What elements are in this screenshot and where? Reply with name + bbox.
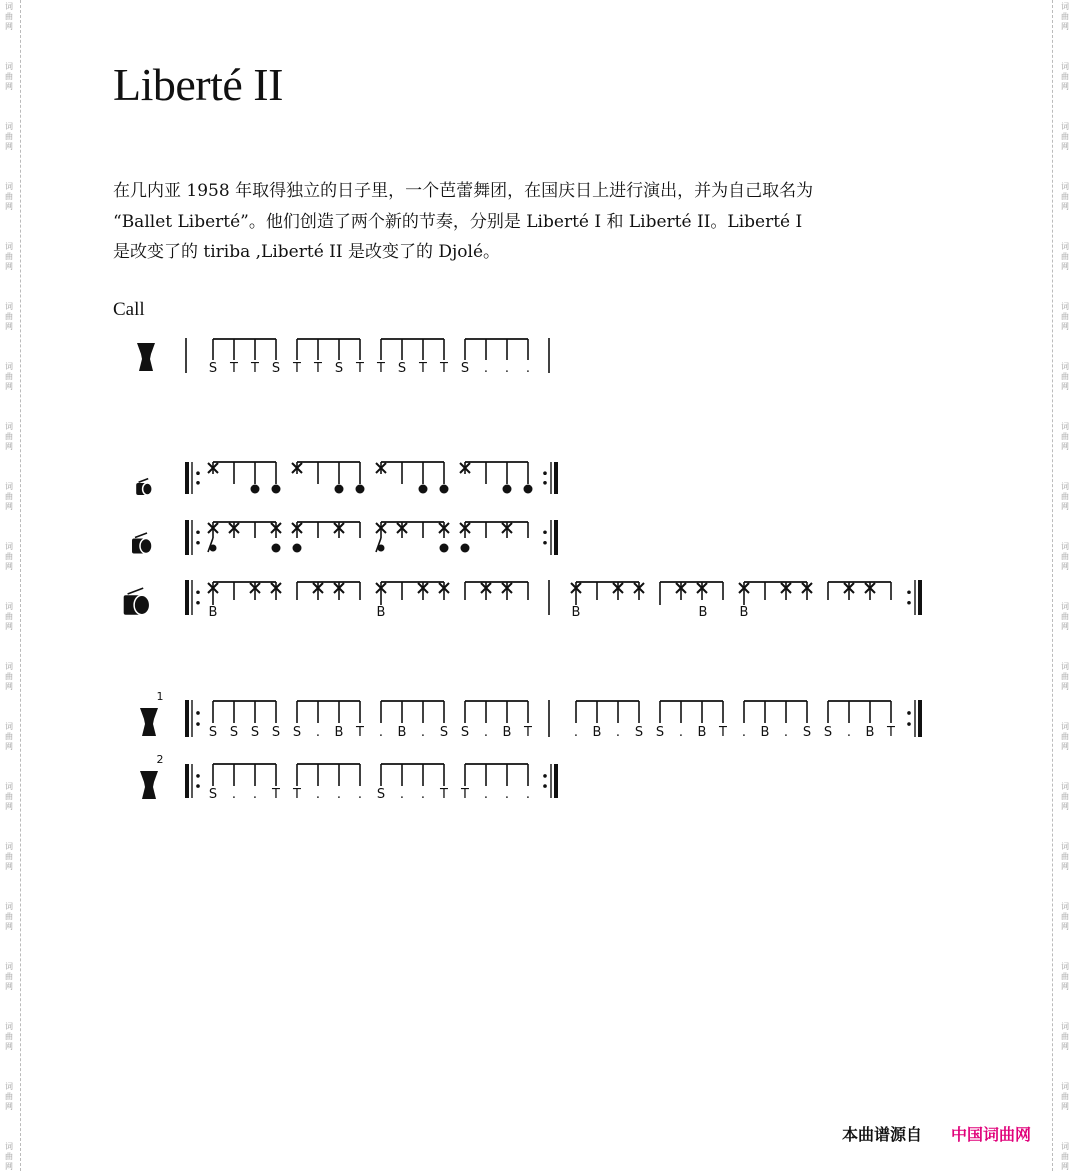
watermark-stamp: 词 曲 网: [1061, 482, 1069, 511]
djembe2-stroke: .: [315, 787, 321, 802]
repeat-dot: [196, 471, 200, 475]
call-stroke: T: [251, 361, 259, 376]
call-label: Call: [113, 299, 145, 320]
watermark-stamp: 词 曲 网: [5, 662, 13, 691]
djembe-icon: [140, 771, 158, 799]
djembe1-stroke: S: [460, 725, 470, 740]
djembe1-stroke: S: [802, 725, 812, 740]
watermark-stamp: 词 曲 网: [1061, 782, 1069, 811]
repeat-dot: [196, 722, 200, 726]
call-stroke: S: [271, 361, 281, 376]
call-stroke: T: [440, 361, 448, 376]
repeat-dot: [543, 471, 547, 475]
watermark-stamp: 词 曲 网: [1061, 602, 1069, 631]
repeat-dot: [196, 711, 200, 715]
djembe1-stroke: T: [524, 725, 532, 740]
bell-dot: [524, 485, 533, 494]
watermark-stamp: 词 曲 网: [1061, 1082, 1069, 1111]
watermark-stamp: 词 曲 网: [1061, 182, 1069, 211]
repeat-dot: [543, 784, 547, 788]
djembe1-stroke: T: [719, 725, 727, 740]
repeat-dot: [543, 530, 547, 534]
djembe1-stroke: S: [271, 725, 281, 740]
drum-b: B: [376, 605, 386, 620]
bell-dot: [272, 544, 281, 553]
watermark-stamp: 词 曲 网: [5, 902, 13, 931]
call-stroke: S: [397, 361, 407, 376]
call-stroke: S: [334, 361, 344, 376]
djembe-icon: [140, 708, 158, 736]
djembe2-stroke: .: [357, 787, 363, 802]
djembe2-stroke: .: [525, 787, 531, 802]
call-stroke: T: [230, 361, 238, 376]
repeat-dot: [196, 601, 200, 605]
bell-dot: [251, 485, 260, 494]
djembe1-stroke: .: [483, 725, 489, 740]
watermark-stamp: 词 曲 网: [5, 602, 13, 631]
djembe1-stroke: .: [615, 725, 621, 740]
bell-dot: [419, 485, 428, 494]
description-line: “Ballet Liberté”。他们创造了两个新的节奏，分别是 Liberté I 和 Liberté II。Liberté I: [113, 211, 803, 232]
watermark-stamp: 词 曲 网: [1061, 302, 1069, 331]
djembe2-stroke: T: [293, 787, 301, 802]
watermark-stamp: 词 曲 网: [1061, 2, 1069, 31]
bell-dot: [503, 485, 512, 494]
djembe2-stroke: T: [461, 787, 469, 802]
djembe2-stroke: S: [208, 787, 218, 802]
repeat-dot: [543, 481, 547, 485]
footer: [842, 1122, 922, 1145]
footer-site-name: 中国词曲网: [951, 1125, 1032, 1144]
djembe1-stroke: S: [292, 725, 302, 740]
repeat-dot: [907, 711, 911, 715]
drum-b: B: [739, 605, 749, 620]
watermark-stamp: 词 曲 网: [5, 242, 13, 271]
repeat-dot: [196, 481, 200, 485]
bell-dot: [335, 485, 344, 494]
djembe1-stroke: T: [887, 725, 895, 740]
djembe1-stroke: S: [208, 725, 218, 740]
bell-dot: [378, 545, 385, 552]
watermark-stamp: 词 曲 网: [1061, 902, 1069, 931]
djembe1-stroke: .: [741, 725, 747, 740]
djembe1-stroke: .: [678, 725, 684, 740]
bell-dot: [272, 485, 281, 494]
djembe2-stroke: .: [420, 787, 426, 802]
footer-site: [951, 1122, 1031, 1145]
djembe2-stroke: .: [252, 787, 258, 802]
djembe2-stroke: S: [376, 787, 386, 802]
call-stroke: T: [314, 361, 322, 376]
djembe1-stroke: B: [502, 725, 512, 740]
repeat-dot: [196, 590, 200, 594]
watermark-stamp: 词 曲 网: [5, 2, 13, 31]
watermark-stamp: 词 曲 网: [1061, 962, 1069, 991]
kenkeni-icon: [143, 483, 153, 495]
watermark-stamp: 词 曲 网: [1061, 542, 1069, 571]
djembe2-stroke: .: [504, 787, 510, 802]
call-stroke: T: [377, 361, 385, 376]
watermark-stamp: 词 曲 网: [5, 722, 13, 751]
djembe1-stroke: B: [697, 725, 707, 740]
watermark-stamp: 词 曲 网: [1061, 722, 1069, 751]
djembe1-stroke: B: [865, 725, 875, 740]
sangban-icon: [140, 539, 152, 554]
bell-dot: [440, 485, 449, 494]
djembe2-stroke: .: [399, 787, 405, 802]
repeat-dot: [907, 722, 911, 726]
djembe1-stroke: S: [655, 725, 665, 740]
djembe2-stroke: .: [336, 787, 342, 802]
djembe1-stroke: B: [397, 725, 407, 740]
sangban-icon-stick: [135, 533, 147, 538]
watermark-stamp: 词 曲 网: [5, 422, 13, 451]
watermark-stamp: 词 曲 网: [1061, 662, 1069, 691]
call-stroke: .: [525, 361, 531, 376]
part-number: 1: [156, 690, 164, 703]
djembe1-stroke: S: [634, 725, 644, 740]
call-stroke: .: [504, 361, 510, 376]
djembe2-stroke: .: [231, 787, 237, 802]
call-stroke: S: [208, 361, 218, 376]
repeat-dot: [196, 541, 200, 545]
watermark-stamp: 词 曲 网: [5, 482, 13, 511]
watermark-stamp: 词 曲 网: [5, 62, 13, 91]
djembe1-stroke: .: [420, 725, 426, 740]
bell-dot: [461, 544, 470, 553]
call-stroke: .: [483, 361, 489, 376]
call-stroke: T: [356, 361, 364, 376]
dundunba-icon: [134, 595, 150, 615]
watermark-stamp: 词 曲 网: [5, 1022, 13, 1051]
watermark-stamp: 词 曲 网: [5, 782, 13, 811]
djembe2-stroke: T: [272, 787, 280, 802]
description-line: 在几内亚 1958 年取得独立的日子里，一个芭蕾舞团，在国庆日上进行演出，并为自己取名为: [113, 181, 814, 201]
djembe-icon: [137, 343, 155, 371]
kenkeni-icon-stick: [139, 479, 149, 483]
part-number: 2: [156, 753, 164, 766]
bell-dot: [293, 544, 302, 553]
watermark-stamp: 词 曲 网: [1061, 422, 1069, 451]
djembe1-stroke: S: [823, 725, 833, 740]
watermark-stamp: 词 曲 网: [1061, 242, 1069, 271]
watermark-stamp: 词 曲 网: [5, 302, 13, 331]
djembe1-stroke: T: [356, 725, 364, 740]
djembe1-stroke: .: [378, 725, 384, 740]
repeat-dot: [543, 774, 547, 778]
watermark-stamp: 词 曲 网: [5, 362, 13, 391]
watermark-stamp: 词 曲 网: [5, 122, 13, 151]
repeat-dot: [196, 530, 200, 534]
call-stroke: S: [460, 361, 470, 376]
djembe1-stroke: B: [592, 725, 602, 740]
repeat-dot: [907, 590, 911, 594]
watermark-stamp: 词 曲 网: [1061, 1142, 1069, 1171]
call-stroke: T: [419, 361, 427, 376]
bell-dot: [210, 545, 217, 552]
drum-b: B: [208, 605, 218, 620]
djembe1-stroke: B: [334, 725, 344, 740]
watermark-stamp: 词 曲 网: [5, 842, 13, 871]
watermark-stamp: 词 曲 网: [1061, 1022, 1069, 1051]
djembe1-stroke: .: [783, 725, 789, 740]
djembe1-stroke: .: [573, 725, 579, 740]
djembe1-stroke: .: [846, 725, 852, 740]
bell-dot: [440, 544, 449, 553]
repeat-dot: [907, 601, 911, 605]
djembe1-stroke: S: [439, 725, 449, 740]
watermark-stamp: 词 曲 网: [1061, 122, 1069, 151]
watermark-stamp: 词 曲 网: [5, 1082, 13, 1111]
djembe1-stroke: S: [250, 725, 260, 740]
watermark-stamp: 词 曲 网: [5, 182, 13, 211]
djembe2-stroke: T: [440, 787, 448, 802]
watermark-stamp: 词 曲 网: [1061, 362, 1069, 391]
footer-source-label: 本曲谱源自: [842, 1125, 923, 1144]
drum-b: B: [571, 605, 581, 620]
djembe1-stroke: B: [760, 725, 770, 740]
watermark-stamp: 词 曲 网: [1061, 62, 1069, 91]
watermark-stamp: 词 曲 网: [1061, 842, 1069, 871]
djembe1-stroke: S: [229, 725, 239, 740]
watermark-stamp: 词 曲 网: [5, 542, 13, 571]
bell-dot: [356, 485, 365, 494]
description-line: 是改变了的 tiriba ,Liberté II 是改变了的 Djolé。: [113, 242, 501, 262]
repeat-dot: [543, 541, 547, 545]
djembe2-stroke: .: [483, 787, 489, 802]
dundunba-icon-stick: [128, 588, 144, 594]
drum-b: B: [698, 605, 708, 620]
repeat-dot: [196, 784, 200, 788]
watermark-stamp: 词 曲 网: [5, 1142, 13, 1171]
call-stroke: T: [293, 361, 301, 376]
djembe1-stroke: .: [315, 725, 321, 740]
repeat-dot: [196, 774, 200, 778]
watermark-stamp: 词 曲 网: [5, 962, 13, 991]
page-title: Liberté II: [113, 59, 283, 110]
